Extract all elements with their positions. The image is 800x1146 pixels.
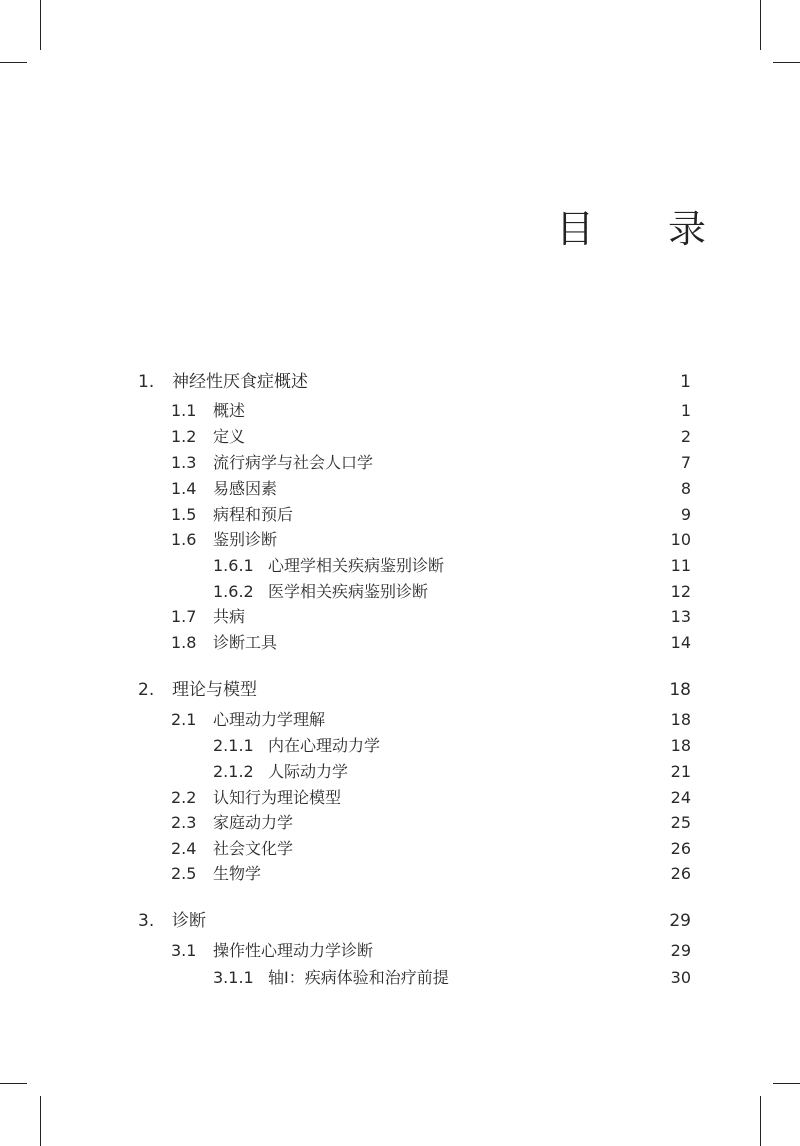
toc-entry-page-number: 18 xyxy=(669,680,691,700)
toc-entry-page-number: 7 xyxy=(680,453,691,472)
toc-entry[interactable] xyxy=(0,605,800,629)
toc-entry-page-number: 24 xyxy=(670,788,691,807)
toc-entry[interactable] xyxy=(0,837,800,861)
toc-entry-page-number: 30 xyxy=(670,968,691,987)
toc-entry-number: 1.7 xyxy=(171,607,197,626)
toc-entry-number: 2.1 xyxy=(171,710,197,729)
toc-entry-number: 2. xyxy=(138,680,155,700)
page-title-char-1: 目 xyxy=(556,207,595,251)
toc-entry-number: 2.5 xyxy=(171,864,197,883)
toc-entry[interactable] xyxy=(0,477,800,501)
toc-entry[interactable] xyxy=(0,786,800,810)
toc-entry[interactable] xyxy=(0,580,800,604)
toc-entry-number: 2.1.1 xyxy=(213,736,254,755)
toc-entry-title: 轴Ⅰ：疾病体验和治疗前提 xyxy=(268,968,449,987)
toc-entry-title: 家庭动力学 xyxy=(213,813,294,832)
toc-entry-title: 心理动力学理解 xyxy=(213,710,326,729)
toc-entry-title: 病程和预后 xyxy=(213,505,294,524)
toc-entry-page-number: 21 xyxy=(670,762,691,781)
toc-entry-number: 1.6.1 xyxy=(213,556,254,575)
toc-entry[interactable] xyxy=(0,862,800,886)
toc-entry-page-number: 11 xyxy=(670,556,691,575)
toc-entry[interactable] xyxy=(0,399,800,423)
toc-entry-title: 心理学相关疾病鉴别诊断 xyxy=(268,556,445,575)
toc-entry[interactable] xyxy=(0,554,800,578)
toc-entry[interactable] xyxy=(0,811,800,835)
toc-entry-title: 社会文化学 xyxy=(213,839,294,858)
toc-entry-title: 概述 xyxy=(213,401,246,420)
toc-entry-page-number: 1 xyxy=(680,372,691,392)
toc-entry[interactable] xyxy=(0,678,800,702)
toc-entry-number: 2.1.2 xyxy=(213,762,254,781)
toc-entry-title: 流行病学与社会人口学 xyxy=(213,453,374,472)
toc-entry[interactable] xyxy=(0,631,800,655)
toc-entry[interactable] xyxy=(0,425,800,449)
toc-entry-title: 神经性厌食症概述 xyxy=(172,372,308,392)
toc-entry-number: 3.1 xyxy=(171,941,197,960)
toc-entry-title: 医学相关疾病鉴别诊断 xyxy=(268,582,429,601)
toc-entry-title: 人际动力学 xyxy=(268,762,349,781)
toc-entry-number: 1.4 xyxy=(171,479,197,498)
toc-entry-page-number: 9 xyxy=(680,505,691,524)
toc-entry[interactable] xyxy=(0,528,800,552)
toc-entry-title: 生物学 xyxy=(213,864,262,883)
toc-entry[interactable] xyxy=(0,966,800,990)
toc-entry-page-number: 13 xyxy=(670,607,691,626)
toc-entry-title: 理论与模型 xyxy=(172,680,257,700)
toc-entry-title: 操作性心理动力学诊断 xyxy=(213,941,374,960)
toc-entry-page-number: 10 xyxy=(670,530,691,549)
toc-entry-title: 定义 xyxy=(213,427,246,446)
toc-entry[interactable] xyxy=(0,370,800,394)
toc-entry-page-number: 14 xyxy=(670,633,691,652)
toc-entry-number: 3. xyxy=(138,911,155,931)
toc-entry[interactable] xyxy=(0,909,800,933)
toc-entry-number: 2.4 xyxy=(171,839,197,858)
toc-entry-page-number: 8 xyxy=(680,479,691,498)
toc-entry-title: 认知行为理论模型 xyxy=(213,788,342,807)
page-title-char-2: 录 xyxy=(668,207,707,251)
toc-entry-number: 1.1 xyxy=(171,401,197,420)
toc-entry-page-number: 12 xyxy=(670,582,691,601)
toc-entry-title: 诊断工具 xyxy=(213,633,278,652)
toc-entry-page-number: 25 xyxy=(670,813,691,832)
toc-entry-number: 1.5 xyxy=(171,505,197,524)
toc-entry-number: 1.6 xyxy=(171,530,197,549)
toc-entry-number: 1.2 xyxy=(171,427,197,446)
toc-entry-page-number: 18 xyxy=(670,736,691,755)
toc-entry-number: 1.6.2 xyxy=(213,582,254,601)
toc-entry[interactable] xyxy=(0,708,800,732)
toc-entry-number: 2.3 xyxy=(171,813,197,832)
toc-entry-page-number: 18 xyxy=(670,710,691,729)
toc-entry-title: 内在心理动力学 xyxy=(268,736,381,755)
toc-entry-page-number: 26 xyxy=(670,839,691,858)
toc-entry-title: 共病 xyxy=(213,607,246,626)
toc-entry-page-number: 1 xyxy=(680,401,691,420)
toc-entry-title: 诊断 xyxy=(172,911,206,931)
toc-entry[interactable] xyxy=(0,939,800,963)
toc-entry[interactable] xyxy=(0,734,800,758)
toc-entry-number: 1.3 xyxy=(171,453,197,472)
toc-entry-title: 鉴别诊断 xyxy=(213,530,278,549)
toc-entry-page-number: 26 xyxy=(670,864,691,883)
toc-entry[interactable] xyxy=(0,503,800,527)
toc-entry-page-number: 2 xyxy=(680,427,691,446)
toc-entry-page-number: 29 xyxy=(670,941,691,960)
toc-entry[interactable] xyxy=(0,760,800,784)
toc-entry-number: 2.2 xyxy=(171,788,197,807)
toc-entry[interactable] xyxy=(0,451,800,475)
toc-entry-title: 易感因素 xyxy=(213,479,278,498)
toc-entry-number: 3.1.1 xyxy=(213,968,254,987)
toc-entry-number: 1. xyxy=(138,372,155,392)
toc-entry-number: 1.8 xyxy=(171,633,197,652)
toc-entry-page-number: 29 xyxy=(669,911,691,931)
